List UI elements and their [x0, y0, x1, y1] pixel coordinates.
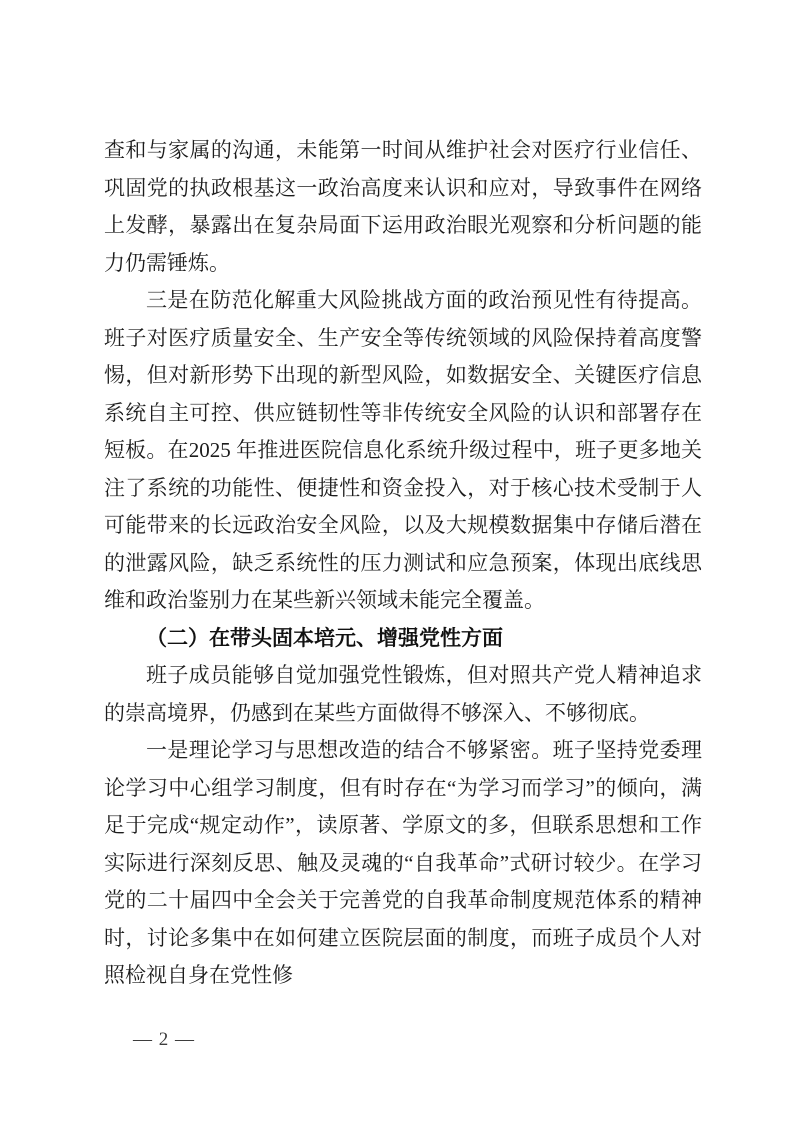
paragraph-party-spirit-intro: 班子成员能够自觉加强党性锻炼，但对照共产党人精神追求的崇高境界，仍感到在某些方面做得不够深入、不够彻底。 — [104, 663, 702, 725]
document-body — [104, 132, 702, 995]
section-heading-2: （二）在带头固本培元、增强党性方面 — [146, 625, 503, 650]
page-number: — 2 — — [133, 1029, 195, 1050]
paragraph-theory-study: 一是理论学习与思想改造的结合不够紧密。班子坚持党委理论学习中心组学习制度，但有时存在“为学习而学习”的倾向，满足于完成“规定动作”，读原著、学原文的多，但联系思想和工作实际进行深刻反思、触及灵魂的“自我革命”式研讨较少。在学习党的二十届四中全会关于完善党的自我革命制度规范体系的精神时，讨论多集中在如何建立医院层面的制度，而班子成员个人对照检视自身在党性修 — [104, 738, 702, 987]
paragraph-risk-prevention: 三是在防范化解重大风险挑战方面的政治预见性有待提高。班子对医疗质量安全、生产安全等传统领域的风险保持着高度警惕，但对新形势下出现的新型风险，如数据安全、关键医疗信息系统自主可控、供应链韧性等非传统安全风险的认识和部署存在短板。在2025 年推进医院信息化系统升级过程中，班子更多地关注了系统的功能性、便捷性和资金投入，对于核心技术受制于人可能带来的长远政治安全风险，以及大规模数据集中存储后潜在的泄露风险，缺乏系统性的压力测试和应急预案，体现出底线思维和政治鉴别力在某些新兴领域未能完全覆盖。 — [104, 288, 702, 612]
paragraph-continuation: 查和与家属的沟通，未能第一时间从维护社会对医疗行业信任、巩固党的执政根基这一政治高度来认识和应对，导致事件在网络上发酵，暴露出在复杂局面下运用政治眼光观察和分析问题的能力仍需锤炼。 — [104, 138, 702, 275]
